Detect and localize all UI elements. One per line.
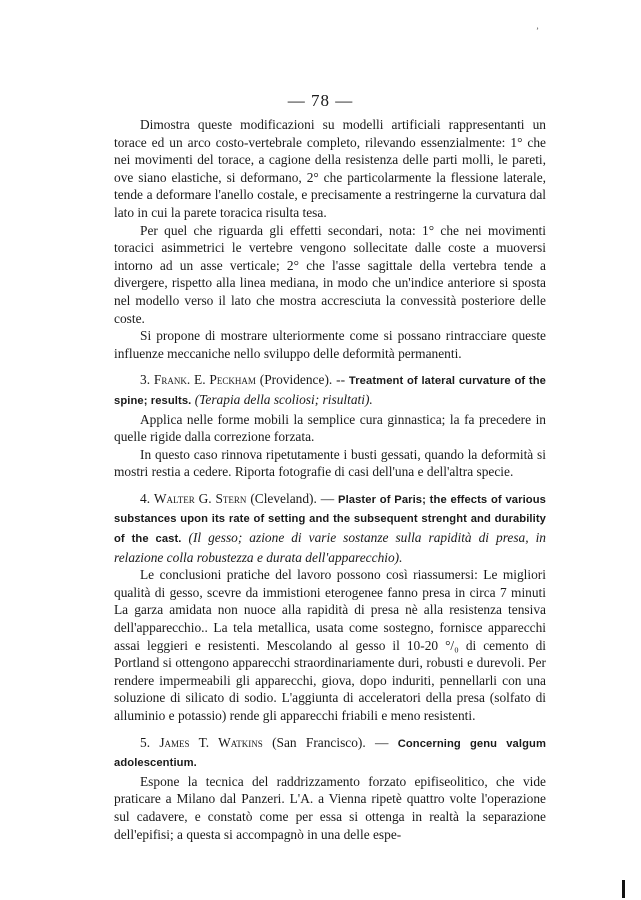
intro-paragraph-2: Per quel che riguarda gli effetti secondari, nota: 1° che nei movimenti toracici asimmetrici le vertebre vengono sollecitate dalle coste a muoversi intorno ad un asse verticale; 2° che l'asse sagittale della vertebra tende a divergere, rispetto alla linea mediana, in modo che un'indice anteriore si sposta nel modello verso il lato che mostra accresciuta la convessità posteriore delle coste. [114, 222, 546, 326]
entry-place: (Cleveland). [250, 490, 317, 506]
entry-title: Concerning genu valgum adolescentium. [114, 737, 546, 770]
entry-paragraph: Espone la tecnica del raddrizzamento forzato epifiseolitico, che vide praticare a Milano dal Panzeri. L'A. a Vienna ripetè quattro volte l'operazione sul cadavere, e constatò come per essa si ottenga in realtà la separazione dell'epifisi; a questa si accompagnò in una delle espe- [114, 773, 546, 842]
entry-translation: (Il gesso; azione di varie sostanze sulla rapidità di presa, in relazione colla robustezza e durata dell'apparecchio). [114, 530, 546, 565]
page-body [114, 116, 546, 843]
intro-paragraph-1: Dimostra queste modificazioni su modelli artificiali rappresentanti un torace ed un arco costo-vertebrale completo, rilevando essenzialmente: 1° che nei movimenti del torace, a cagione della resistenza delle parti molli, le pareti, ove siano elastiche, si deformano, 2° che particolarmente la flessione laterale, tende a deformare l'anello costale, e precisamente a restringerne la curvatura dal lato in cui la parete toracica risulta tesa. [114, 117, 546, 220]
entry-author: James T. Watkins [159, 734, 263, 750]
entry-number: 3. [140, 372, 151, 388]
entry-number: 5. [140, 734, 151, 750]
entry-author: Walter G. Stern [153, 490, 247, 506]
entry-heading [114, 371, 546, 410]
entry-heading [114, 490, 546, 566]
entry-heading [114, 734, 546, 773]
page-number: — 78 — [287, 91, 354, 110]
entry-title: Treatment of lateral curvature of the spine; results. [114, 375, 546, 407]
entry-place: (Providence). [259, 372, 333, 388]
corner-mark: ʼ [536, 26, 539, 36]
entry-dash: -- [332, 372, 349, 388]
entry-paragraph: Le conclusioni pratiche del lavoro possono così riassumersi: Le migliori qualità di gesso, scevre da immistioni eterogenee fanno presa in circa 7 minuti La garza amidata non nuoce alla rapidità di presa nè alla resistenza tensiva dell'apparecchio.. La tela metallica, usata come sostegno, fornisce apparecchi assai leggieri e resistenti. Mescolando al gesso il 10-20 °/₀ di cemento di Portland si ottengono apparecchi straordinariamente duri, robusti e durevoli. Per rendere impermeabili gli apparecchi, giova, dopo induriti, pennellarli con una soluzione di silicato di sodio. L'aggiunta di acceleratori della presa (solfato di alluminio e potassio) rende gli apparecchi friabili e meno resistenti. [114, 567, 546, 723]
entry-number: 4. [140, 490, 151, 506]
entry-dash: — [316, 490, 339, 506]
entry-paragraph: Applica nelle forme mobili la semplice cura ginnastica; la fa precedere in quelle rigide dalla correzione forzata. [114, 411, 546, 445]
intro-paragraph-3: Si propone di mostrare ulteriormente come si possano rintracciare queste influenze meccaniche nello sviluppo delle deformità permanenti. [114, 328, 546, 361]
entry-author: Frank. E. Peckham [153, 372, 256, 388]
entry-translation: (Terapia della scoliosi; risultati). [194, 391, 373, 407]
entry-dash: — [365, 734, 398, 750]
entry-place: (San Francisco). [272, 734, 366, 750]
entry-paragraph: In questo caso rinnova ripetutamente i busti gessati, quando la deformità si mostri restia a cedere. Riporta fotografie di casi dell'una e dell'altra specie. [114, 446, 546, 480]
entry-title: Plaster of Paris; the effects of various substances upon its rate of setting and the subsequent strenght and durability of the cast. [114, 493, 546, 546]
margin-bar [622, 880, 625, 898]
